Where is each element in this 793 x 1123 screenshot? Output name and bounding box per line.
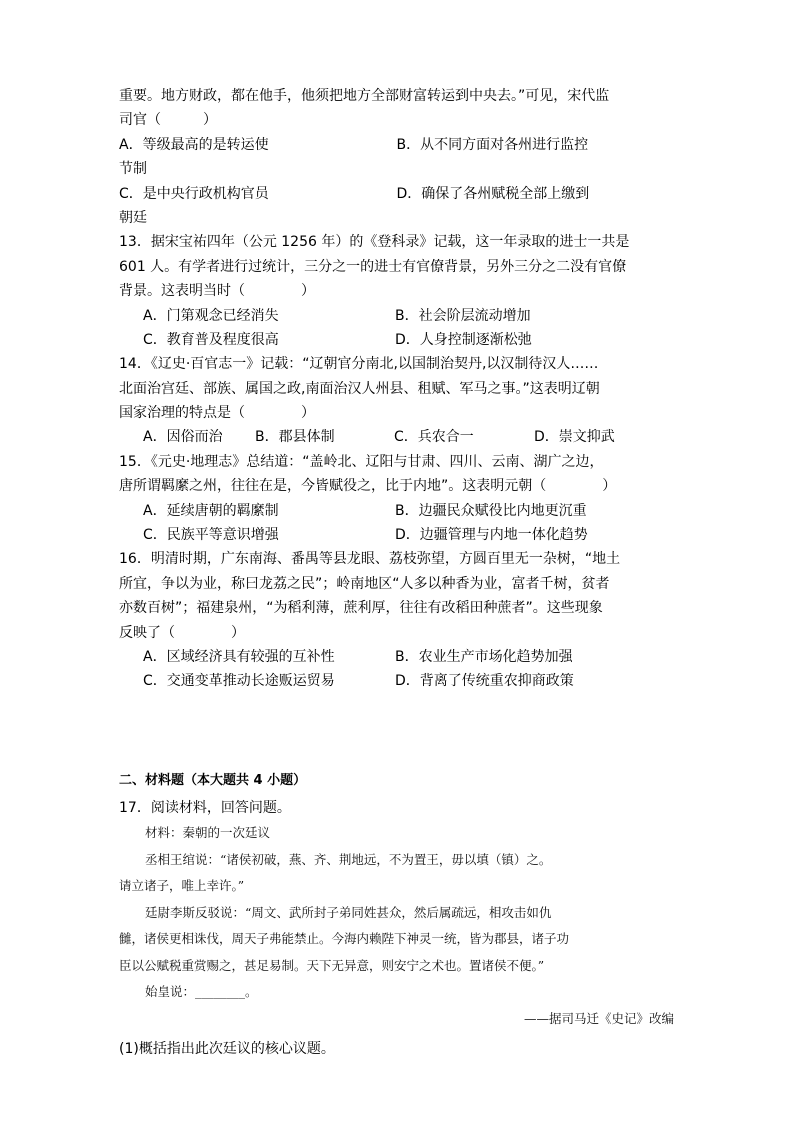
option-a: A．区域经济具有较强的互补性 bbox=[143, 648, 335, 665]
question-stem-line: 北面治宫廷、部族、属国之政,南面治汉人州县、租赋、军马之事。”这表明辽朝 bbox=[119, 380, 600, 397]
material-block bbox=[119, 820, 674, 1032]
option-b: B．农业生产市场化趋势加强 bbox=[395, 648, 573, 665]
option-d: D．人身控制逐渐松弛 bbox=[395, 331, 532, 348]
option-row bbox=[119, 669, 674, 693]
option-c: C．交通变革推动长途贩运贸易 bbox=[143, 673, 335, 690]
option-d: D．边疆管理与内地一体化趋势 bbox=[395, 527, 588, 544]
material-paragraph-line: 始皇说：________。 bbox=[145, 984, 258, 1000]
option-b: B．从不同方面对各州进行监控 bbox=[396, 136, 589, 153]
question-stem-line: 601 人。有学者进行过统计，三分之一的进士有官僚背景，另外三分之二没有官僚 bbox=[119, 258, 627, 275]
question-16 bbox=[119, 547, 674, 693]
question-stem-line: 14．《辽史·百官志一》记载：“辽朝官分南北,以国制治契丹,以汉制待汉人…… bbox=[119, 356, 599, 373]
question-stem-line: 司官（ ） bbox=[119, 112, 217, 129]
spacer bbox=[119, 694, 674, 766]
option-row bbox=[119, 523, 674, 547]
question-stem-line: 背景。这表明当时（ ） bbox=[119, 283, 315, 300]
option-row bbox=[119, 499, 674, 523]
option-b: B．郡县体制 bbox=[255, 429, 335, 446]
question-stem-line: 13．据宋宝祐四年（公元 1256 年）的《登科录》记载，这一年录取的进士一共是 bbox=[119, 234, 630, 251]
material-paragraph-line: 丞相王绾说：“诸侯初破，燕、齐、荆地远，不为置王，毋以填（镇）之。 bbox=[145, 851, 552, 867]
question-stem-line: 反映了（ ） bbox=[119, 624, 245, 641]
option-c: C．民族平等意识增强 bbox=[143, 527, 279, 544]
question-stem-line: 亦数百树”；福建泉州，“为稻利薄，蔗利厚，往往有改稻田种蔗者”。这些现象 bbox=[119, 600, 603, 617]
question-stem-line: 16．明清时期，广东南海、番禺等县龙眼、荔枝弥望，方圆百里无一杂树，“地土 bbox=[119, 551, 621, 568]
option-row bbox=[119, 328, 674, 352]
option-a: A．因俗而治 bbox=[143, 429, 223, 446]
option-row bbox=[119, 304, 674, 328]
option-c: C．兵农合一 bbox=[394, 429, 474, 446]
question-14 bbox=[119, 352, 674, 450]
question-stem-line: 重要。地方财政，都在他手，他须把地方全部财富转运到中央去。”可见，宋代监 bbox=[119, 88, 610, 104]
option-a: A．等级最高的是转运使 bbox=[119, 136, 269, 153]
material-paragraph-line: 雠，诸侯更相诛伐，周天子弗能禁止。今海内赖陛下神灵一统，皆为郡县，诸子功 bbox=[119, 931, 570, 947]
question-stem-line: 15．《元史·地理志》总结道：“盖岭北、辽阳与甘肃、四川、云南、湖广之边， bbox=[119, 453, 604, 470]
material-paragraph-line: 廷尉李斯反驳说：“周文、武所封子弟同姓甚众，然后属疏远，相攻击如仇 bbox=[145, 904, 552, 920]
option-a: A．门第观念已经消失 bbox=[143, 307, 279, 324]
sub-question-1: (1)概括指出此次廷议的核心议题。 bbox=[119, 1041, 335, 1058]
option-c: C．是中央行政机构官员 bbox=[119, 185, 269, 202]
material-source: ——据司马迁《史记》改编 bbox=[523, 1010, 674, 1026]
material-title: 材料：秦朝的一次廷议 bbox=[145, 825, 271, 841]
option-row bbox=[119, 133, 674, 157]
question-stem-line: 唐所谓羁縻之州，往往在是，今皆赋役之，比于内地”。这表明元朝（ ） bbox=[119, 478, 617, 495]
question-stem-line: 国家治理的特点是（ ） bbox=[119, 405, 315, 422]
question-stem-line: 所宜，争以为业，称曰龙荔之民”；岭南地区“人多以种香为业，富者千树，贫者 bbox=[119, 575, 610, 592]
option-d: D．崇文抑武 bbox=[534, 429, 615, 446]
exam-page bbox=[119, 84, 674, 1062]
option-b: B．边疆民众赋役比内地更沉重 bbox=[395, 502, 587, 519]
option-d: D．背离了传统重农抑商政策 bbox=[395, 673, 574, 690]
option-c: C．教育普及程度很高 bbox=[143, 331, 279, 348]
option-d-wrap: 朝廷 bbox=[119, 209, 147, 226]
option-a: A．延续唐朝的羁縻制 bbox=[143, 502, 279, 519]
material-paragraph-line: 请立诸子，唯上幸许。” bbox=[119, 878, 245, 894]
option-b-wrap: 节制 bbox=[119, 161, 147, 178]
option-row bbox=[119, 425, 674, 449]
option-d: D．确保了各州赋税全部上缴到 bbox=[396, 185, 590, 202]
question-intro: 17．阅读材料，回答问题。 bbox=[119, 799, 291, 816]
option-b: B．社会阶层流动增加 bbox=[395, 307, 531, 324]
question-17 bbox=[119, 796, 674, 1062]
option-row bbox=[119, 645, 674, 669]
question-13 bbox=[119, 230, 674, 352]
section-title: 二、材料题（本大题共 4 小题） bbox=[119, 772, 307, 788]
option-row bbox=[119, 182, 674, 206]
question-15 bbox=[119, 450, 674, 548]
material-paragraph-line: 臣以公赋税重赏赐之，甚足易制。天下无异意，则安宁之术也。置诸侯不便。” bbox=[119, 957, 545, 973]
question-12 bbox=[119, 84, 674, 230]
